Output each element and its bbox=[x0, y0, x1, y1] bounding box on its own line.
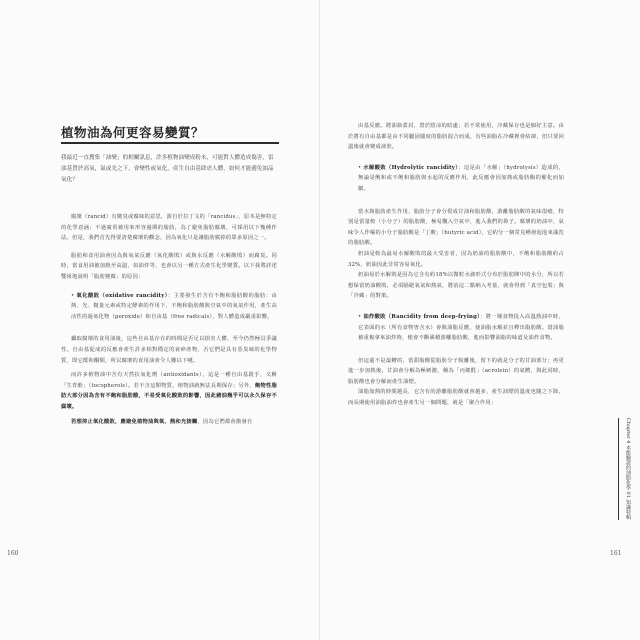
paragraph: 但這還不是最糟的，當甜脂酸從脂肪分子脫離後，留下的就是分子的甘油部分；再更進一步加熱後，甘油會分解為極刺激，稱為「丙烯醛」（acrolein）的氣體，與此同時，脂肪酸也會分解而產生油煙。 bbox=[348, 357, 564, 385]
bold-text: 若想抑止氧化酸敗，應避免植物油與氧、熱和光接觸 bbox=[71, 418, 198, 425]
bullet: • bbox=[358, 164, 364, 171]
paragraph bbox=[61, 370, 277, 412]
text: ，因為它們都會激發自 bbox=[197, 418, 253, 425]
list-item-hydrolytic bbox=[348, 163, 564, 195]
item-body: ：主要發生於含有不飽和脂肪酸的脂肪：由熱、光、微量元素或特定酵素的作用下，不飽和脂肪酸與空氣中的氧氣作用，產生高活性的過氧化物（peroxide）和自由基（free radicals），對人體造成嚴重影響。 bbox=[71, 292, 277, 320]
left-page bbox=[0, 0, 319, 640]
paragraph: 當水與脂肪產生作用，脂肪分子會分裂成甘油和脂肪酸，游離脂肪酸的氣味很嗆，特別是當量較（小分子）的脂肪酸，極易飄入空氣中，進入我們的鼻子。腐壞的奶油中，氣味令人作嘔的小分子脂肪酸是「丁酸」（butyric acid），它約分一個常見種發泡泡來滿洗的脂肪酸。 bbox=[348, 208, 565, 247]
item-heading: 油炸酸敗（Rancidity from deep-frying） bbox=[363, 313, 481, 320]
bold-text: 飽物性脂肪大部分因為含有不飽和脂肪酸，不易受氧化酸敗的影響，因此豬油幾乎可以永久保存不腐壞。 bbox=[61, 382, 277, 410]
intro-question: 我最近一直搜集「油變」的相關訊息，許多植物油變成粉末，可能對人體造成傷害，雷油基質於高氧，氣或光之下，會變性或氧化，產生自由基肆虐人體，如何才能避免油品氧化？ bbox=[61, 155, 274, 183]
paragraph: 奶油是較為最易水解酸敗的最大受害者，因為奶油的脂肪酸中，不飽和脂肪酸約占32%，奶油因此非常容易氧化。 bbox=[348, 250, 564, 268]
item-body: ：將一塊食物投入高溫熱油中時，它表面的水（所有食物皆含水）會與油脂反應，使油脂水解並且釋出脂肪酸。當油脂被重複拿來油炸時，便會不斷累積游離脂肪酸，進而影響油脂的味道及油炸食物。 bbox=[358, 313, 564, 342]
page-title: 植物油為何更容易變質？ bbox=[61, 125, 205, 140]
chapter-side-label: Chapter 4 本能驗證的油脂化學 01 知識特輯 bbox=[618, 418, 631, 520]
paragraph: 奶油易於水解則是因為它含有約18%以微粒水滴形式分布於脂肪陣中的水分，所以若想保留奶油酸敗，必須隔絕氧氣和熱氣，將消這二點納入考量，就會得到「真空包裝」與「冷藏」的對策。 bbox=[348, 272, 564, 300]
page-number: 160 bbox=[7, 550, 19, 557]
paragraph: 攝取腐壞的食用油後，這些自由基存在的時間是否足以損害人體，至今仍然極具爭議性。自由基促成的反應會產生許多相對穩定的衰碎產物，否它們是具有惡臭味的化學物質，即它醛和酮類，所以腐壞的食用油會令人難以下嚥。 bbox=[61, 336, 277, 364]
text: 而許多植物油中含有天然抗氧化劑（antioxidants），這是一種自由基殺手，又稱「生育酚」（tocopherols）。若不含這類物質，植物油就無法長期保存；另外， bbox=[61, 372, 277, 389]
bullet: • bbox=[71, 292, 77, 299]
title-rule bbox=[61, 142, 279, 144]
list-item-oxidative bbox=[61, 291, 277, 323]
paragraph: 油脂加熱的時間越長，它含有的游離脂肪酸就會越多，產生油煙的溫度也隨之下降。而長期使用油脂油炸也會產生另一個問題，就是「聚合作用」 bbox=[348, 389, 564, 407]
right-body bbox=[348, 121, 564, 409]
left-body bbox=[61, 212, 277, 427]
paragraph bbox=[61, 417, 277, 428]
paragraph: 腐壞（rancid）有變臭或腐味的意思，源自於拉丁文的「rancidus」，原本是無特定的化學意涵；不過廣常被用來形容過期的脂肪，為了避免脂肪腐壞，可採用以下幾種作法。但是，我們首先得要清楚腐壞的觀念，因為氧化只是讓脂肪腐掉的眾多原因之一。 bbox=[61, 214, 277, 242]
bullet: • bbox=[358, 313, 364, 320]
page-number: 161 bbox=[610, 550, 622, 557]
item-heading: 氧化酸敗（oxidative rancidity） bbox=[76, 292, 168, 299]
paragraph: 由基反應。將油瓶蓋封，置於陰涼的暗處；若不常使用，冷藏保存也是個好主意。由於將有自由基都是由不同屬固儲度的脂肪混合而成，有些油脂在冷藏裡會結凍，但只要回溫後就會變成液狀。 bbox=[348, 123, 564, 151]
paragraph: 脂肪和食用油會因為與氧氣反應（氧化酸敗）或與水反應（水解酸敗）而腐臭。同時，當食用油被加熱至高溫，如油炸等，也會以另一種方式產生化學變質。以下我將詳述雙組地說明「脂肪變腐」的原因： bbox=[61, 252, 277, 280]
item-heading: 水解酸敗（Hydrolytic rancidity） bbox=[363, 164, 459, 171]
right-page bbox=[320, 0, 640, 640]
item-body: ：這是由「水解」（hydrolysis）造成的，無論是飽和或不飽和脂肪與水起的反應作用，此反應會因加熱或脂肪酶的催化而加劇。 bbox=[358, 164, 564, 192]
list-item-deep-frying bbox=[348, 312, 564, 344]
